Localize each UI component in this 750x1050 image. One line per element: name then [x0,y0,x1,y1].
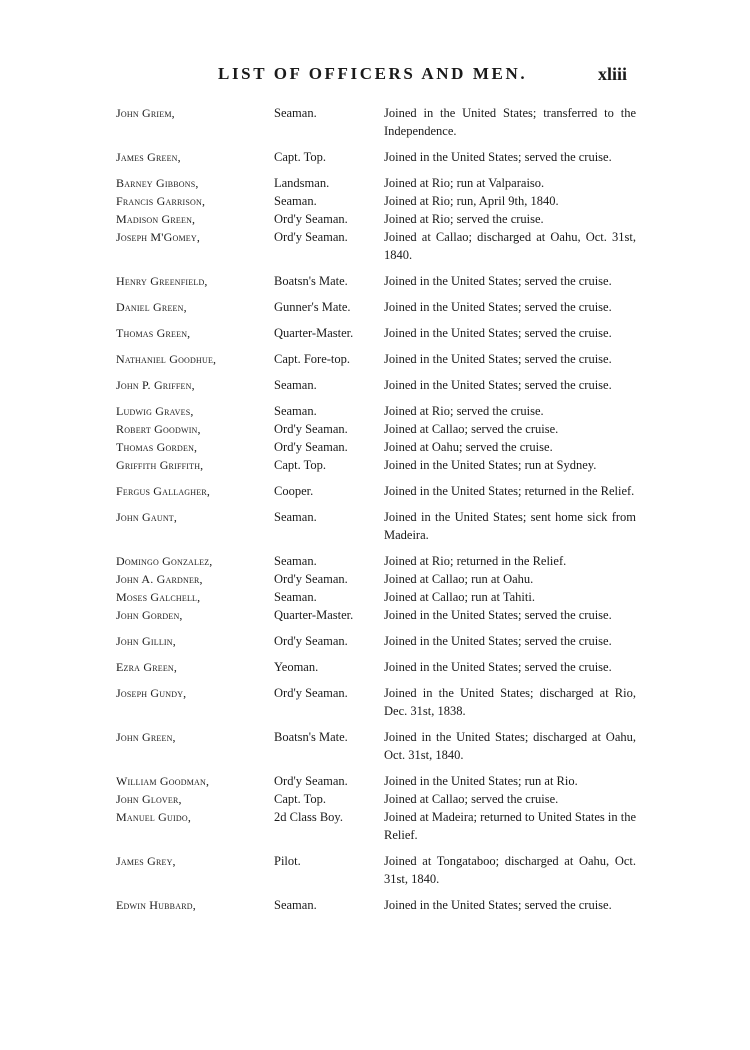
crew-remark: Joined at Callao; served the cruise. [384,792,559,806]
roster-entry [116,324,636,342]
crew-rank: Ord'y Seaman. [274,230,348,244]
crew-rank: Seaman. [274,106,317,120]
crew-remark: Joined in the United States; sent home sick from Madeira. [384,510,636,542]
roster-entry [116,174,636,192]
page-header [0,64,750,88]
crew-rank: Boatsn's Mate. [274,730,348,744]
crew-remark: Joined at Rio; run, April 9th, 1840. [384,194,559,208]
crew-remark: Joined at Rio; run at Valparaiso. [384,176,545,190]
roster-entry [116,852,636,888]
crew-remark: Joined in the United States; served the cruise. [384,352,612,366]
crew-remark: Joined in the United States; served the cruise. [384,608,612,622]
roster-entry [116,772,636,790]
crew-rank: Pilot. [274,854,301,868]
crew-rank: Quarter-Master. [274,326,354,340]
crew-name: William Goodman, [116,774,210,788]
crew-name: Joseph M'Gomey, [116,230,201,244]
crew-name: Joseph Gundy, [116,686,187,700]
crew-remark: Joined in the United States; served the cruise. [384,274,612,288]
crew-rank: Seaman. [274,404,317,418]
roster-entry [116,272,636,290]
roster-entry [116,402,636,420]
roster-entry [116,228,636,264]
crew-rank: Boatsn's Mate. [274,274,348,288]
crew-name: Robert Goodwin, [116,422,201,436]
crew-rank: Ord'y Seaman. [274,634,348,648]
crew-name: Barney Gibbons, [116,176,199,190]
roster-entry [116,210,636,228]
crew-remark: Joined in the United States; served the cruise. [384,378,612,392]
page-number: xliii [598,64,628,84]
roster-entry [116,298,636,316]
crew-rank: 2d Class Boy. [274,810,343,824]
crew-remark: Joined at Madeira; returned to United States in the Relief. [384,810,637,842]
roster-entry [116,684,636,720]
crew-name: Nathaniel Goodhue, [116,352,217,366]
crew-rank: Ord'y Seaman. [274,212,348,226]
roster-entry [116,570,636,588]
crew-name: John A. Gardner, [116,572,203,586]
crew-name: John Green, [116,730,176,744]
officers-and-men-list [116,104,636,914]
crew-rank: Landsman. [274,176,330,190]
roster-entry [116,552,636,570]
roster-entry [116,588,636,606]
crew-rank: Seaman. [274,510,317,524]
crew-rank: Seaman. [274,590,317,604]
crew-rank: Seaman. [274,898,317,912]
crew-remark: Joined in the United States; served the cruise. [384,150,612,164]
roster-entry [116,896,636,914]
crew-name: Henry Greenfield, [116,274,208,288]
roster-entry [116,438,636,456]
roster-entry [116,658,636,676]
crew-name: Thomas Green, [116,326,191,340]
crew-name: Thomas Gorden, [116,440,198,454]
crew-rank: Seaman. [274,194,317,208]
crew-remark: Joined at Callao; run at Tahiti. [384,590,535,604]
crew-remark: Joined at Oahu; served the cruise. [384,440,553,454]
crew-remark: Joined in the United States; discharged at Rio, Dec. 31st, 1838. [384,686,636,718]
crew-remark: Joined in the United States; run at Sydney. [384,458,597,472]
crew-name: Ludwig Graves, [116,404,194,418]
roster-entry [116,192,636,210]
crew-name: Domingo Gonzalez, [116,554,213,568]
crew-remark: Joined in the United States; served the cruise. [384,898,612,912]
crew-name: Griffith Griffith, [116,458,204,472]
crew-name: Manuel Guido, [116,810,192,824]
crew-name: Daniel Green, [116,300,187,314]
crew-remark: Joined at Tongataboo; discharged at Oahu, Oct. 31st, 1840. [384,854,636,886]
crew-rank: Ord'y Seaman. [274,422,348,436]
roster-entry [116,808,636,844]
roster-entry [116,728,636,764]
crew-remark: Joined in the United States; served the cruise. [384,300,612,314]
roster-entry [116,482,636,500]
crew-name: John Gaunt, [116,510,178,524]
crew-rank: Capt. Top. [274,150,327,164]
crew-remark: Joined in the United States; transferred to the Independence. [384,106,636,138]
crew-rank: Seaman. [274,378,317,392]
roster-entry [116,104,636,140]
crew-rank: Ord'y Seaman. [274,572,348,586]
crew-name: John Glover, [116,792,182,806]
crew-remark: Joined in the United States; returned in the Relief. [384,484,635,498]
crew-remark: Joined at Callao; served the cruise. [384,422,559,436]
crew-name: John Griem, [116,106,175,120]
crew-remark: Joined in the United States; served the cruise. [384,326,612,340]
crew-name: John Gorden, [116,608,183,622]
crew-name: Edwin Hubbard, [116,898,196,912]
crew-rank: Capt. Fore-top. [274,352,351,366]
crew-remark: Joined in the United States; served the cruise. [384,660,612,674]
crew-rank: Ord'y Seaman. [274,686,348,700]
crew-remark: Joined in the United States; run at Rio. [384,774,578,788]
roster-entry [116,508,636,544]
roster-entry [116,790,636,808]
roster-entry [116,456,636,474]
crew-rank: Gunner's Mate. [274,300,351,314]
crew-name: Moses Galchell, [116,590,201,604]
crew-name: Francis Garrison, [116,194,206,208]
crew-rank: Capt. Top. [274,458,327,472]
crew-remark: Joined in the United States; served the cruise. [384,634,612,648]
roster-entry [116,350,636,368]
roster-entry [116,376,636,394]
page-title: LIST OF OFFICERS AND MEN. [218,64,528,83]
crew-remark: Joined at Callao; discharged at Oahu, Oct. 31st, 1840. [384,230,636,262]
crew-rank: Yeoman. [274,660,319,674]
crew-name: Ezra Green, [116,660,178,674]
crew-rank: Seaman. [274,554,317,568]
roster-entry [116,606,636,624]
roster-entry [116,420,636,438]
crew-rank: Cooper. [274,484,314,498]
crew-name: John P. Griffen, [116,378,195,392]
crew-remark: Joined at Rio; served the cruise. [384,404,544,418]
crew-name: James Grey, [116,854,176,868]
crew-name: John Gillin, [116,634,176,648]
crew-name: Madison Green, [116,212,196,226]
crew-remark: Joined at Callao; run at Oahu. [384,572,534,586]
crew-name: Fergus Gallagher, [116,484,211,498]
roster-entry [116,632,636,650]
crew-remark: Joined at Rio; served the cruise. [384,212,544,226]
crew-remark: Joined in the United States; discharged at Oahu, Oct. 31st, 1840. [384,730,636,762]
crew-rank: Capt. Top. [274,792,327,806]
crew-rank: Quarter-Master. [274,608,354,622]
crew-name: James Green, [116,150,181,164]
roster-entry [116,148,636,166]
crew-remark: Joined at Rio; returned in the Relief. [384,554,567,568]
crew-rank: Ord'y Seaman. [274,774,348,788]
crew-rank: Ord'y Seaman. [274,440,348,454]
